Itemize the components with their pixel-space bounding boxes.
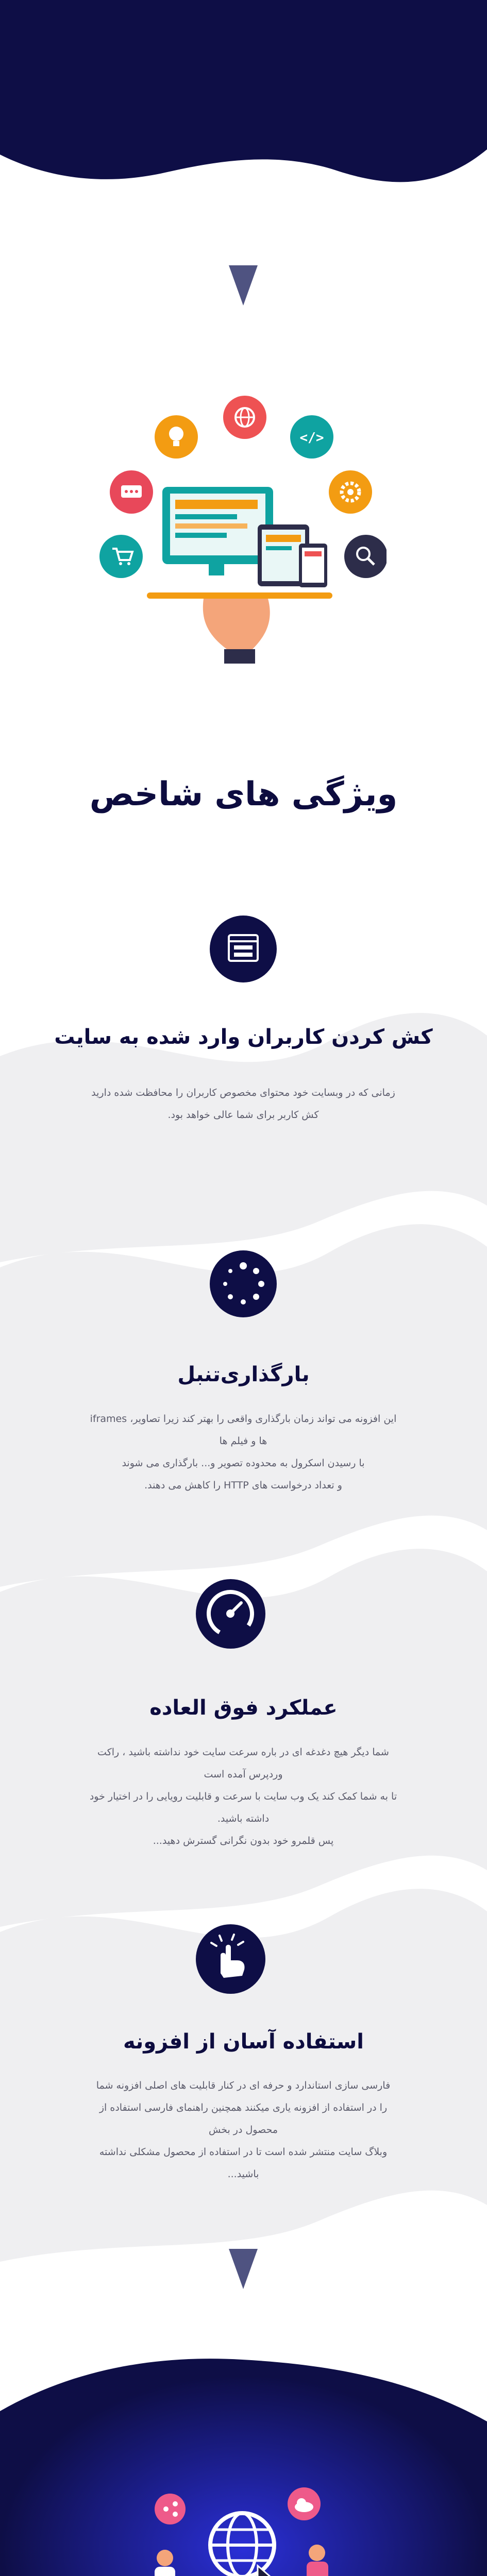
cart-bubble-icon (99, 535, 143, 578)
feature-title: کش کردن کاربران وارد شده به سایت (54, 1025, 433, 1049)
feature-description (89, 1408, 398, 1497)
feature-description (89, 1741, 398, 1852)
feature-text-line: و تعداد درخواست های HTTP را کاهش می دهند. (144, 1480, 342, 1491)
feature-text-line: کش کاربر برای شما عالی خواهد بود. (167, 1109, 319, 1121)
feature-title: استفاده آسان از افزونه (123, 2030, 364, 2054)
feature-text-line: پس قلمرو خود بدون نگرانی گسترش دهید... (153, 1835, 334, 1846)
feature-icon-circle (196, 1579, 265, 1649)
header-wave (0, 0, 487, 185)
cloud-bubble-icon (288, 2487, 321, 2520)
idea-bulb-icon (155, 415, 198, 459)
feature-text-line: تا به شما کمک کند یک وب سایت با سرعت و قابلیت رویایی را در اختیار خود داشته باشید. (89, 1791, 397, 1824)
feature-title: بارگذاری‌تنبل (177, 1363, 310, 1386)
feature-icon-circle (210, 1250, 277, 1317)
feature-text-line: را در استفاده از افزونه یاری میکنند همچنین راهنمای فارسی استفاده از محصول در بخش (99, 2102, 388, 2136)
scroll-down-arrow-icon[interactable] (229, 265, 258, 306)
scroll-down-arrow-icon[interactable] (229, 2249, 258, 2289)
loading-spinner-icon (210, 1250, 277, 1317)
code-bubble-icon (290, 415, 333, 459)
globe-bubble-icon (223, 396, 266, 439)
feature-text-line: وبلاگ سایت منتشر شده است تا در استفاده از محصول مشکلی نداشته باشید... (99, 2146, 388, 2180)
gear-bubble-icon (329, 470, 372, 514)
hero-illustration (98, 392, 387, 680)
feature-text-line: شما دیگر هیچ دغدغه ای در باره سرعت سایت خود نداشته باشید ، راکت وردپرس آمده است (97, 1747, 389, 1780)
svg-text:</>: </> (299, 430, 324, 446)
feature-title: عملکرد فوق العاده (149, 1696, 338, 1720)
feature-text-line: فارسی سازی استاندارد و حرفه ای در کنار قابلیت های اصلی افزونه شما (96, 2080, 391, 2091)
browser-window-icon (210, 916, 277, 982)
feature-description (89, 1082, 398, 1126)
search-bubble-icon (344, 535, 387, 578)
footer-section (0, 2349, 487, 2576)
feature-text-line: زمانی که در وبسایت خود محتوای مخصوص کاربران را محافظت شده دارید (91, 1087, 395, 1098)
pointing-hand-icon (196, 1924, 265, 1994)
feature-text-line: این افزونه می تواند زمان بارگذاری واقعی را بهتر کند زیرا تصاویر، iframes ها و فیلم ها (90, 1413, 397, 1447)
share-bubble-icon (155, 2494, 186, 2524)
chat-bubble-icon (110, 470, 153, 514)
feature-text-line: با رسیدن اسکرول به محدوده تصویر و... بارگذاری می شوند (122, 1458, 365, 1469)
feature-icon-circle (196, 1924, 265, 1994)
feature-icon-circle (210, 916, 277, 982)
feature-description (89, 2075, 398, 2185)
speedometer-icon (196, 1579, 265, 1649)
page-title: ویژگی های شاخص (89, 775, 398, 814)
